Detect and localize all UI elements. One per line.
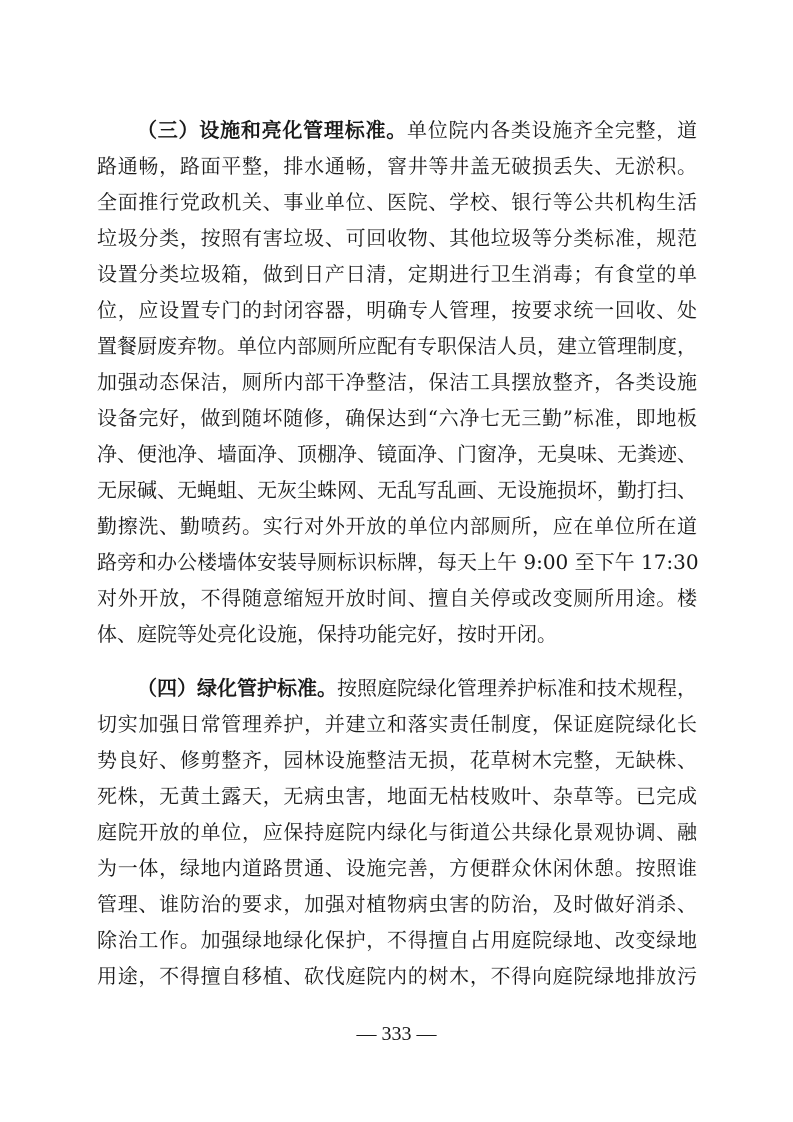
paragraph-line: 无尿碱、无蝇蛆、无灰尘蛛网、无乱写乱画、无设施损坏，勤打扫、 bbox=[97, 478, 697, 502]
paragraph-line: 勤擦洗、勤喷药。实行对外开放的单位内部厕所，应在单位所在道 bbox=[97, 514, 697, 538]
paragraph-line bbox=[137, 670, 697, 706]
paragraph-line: 设备完好，做到随坏随修，确保达到“六净七无三勤”标准，即地板 bbox=[97, 406, 697, 430]
paragraph-line: 势良好、修剪整齐，园林设施整洁无损，花草树木完整，无缺株、 bbox=[97, 748, 697, 772]
section-heading: （四）绿化管护标准。 bbox=[137, 676, 337, 700]
paragraph-line: 加强动态保洁，厕所内部干净整洁，保洁工具摆放整齐，各类设施 bbox=[97, 370, 697, 394]
paragraph-line: 对外开放，不得随意缩短开放时间、擅自关停或改变厕所用途。楼 bbox=[97, 586, 697, 610]
paragraph-line: 位，应设置专门的封闭容器，明确专人管理，按要求统一回收、处 bbox=[97, 298, 697, 322]
paragraph-line bbox=[137, 112, 697, 148]
paragraph-line: 置餐厨废弃物。单位内部厕所应配有专职保洁人员，建立管理制度， bbox=[97, 334, 697, 358]
paragraph-line: 路旁和办公楼墙体安装导厕标识标牌，每天上午 9:00 至下午 17:30 bbox=[97, 550, 699, 574]
paragraph-line: 垃圾分类，按照有害垃圾、可回收物、其他垃圾等分类标准，规范 bbox=[97, 226, 697, 250]
paragraph-line: 净、便池净、墙面净、顶棚净、镜面净、门窗净，无臭味、无粪迹、 bbox=[97, 442, 697, 466]
paragraph-line: 全面推行党政机关、事业单位、医院、学校、银行等公共机构生活 bbox=[97, 190, 697, 214]
paragraph-line: 用途，不得擅自移植、砍伐庭院内的树木，不得向庭院绿地排放污 bbox=[97, 964, 697, 988]
paragraph-line: 除治工作。加强绿地绿化保护，不得擅自占用庭院绿地、改变绿地 bbox=[97, 928, 697, 952]
paragraph-line: 为一体，绿地内道路贯通、设施完善，方便群众休闲休憩。按照谁 bbox=[97, 856, 697, 880]
paragraph-text: 单位院内各类设施齐全完整，道 bbox=[407, 118, 697, 142]
paragraph-line: 路通畅，路面平整，排水通畅，窨井等井盖无破损丢失、无淤积。 bbox=[97, 154, 697, 178]
paragraph-text: 按照庭院绿化管理养护标准和技术规程， bbox=[337, 676, 697, 700]
paragraph-line: 切实加强日常管理养护，并建立和落实责任制度，保证庭院绿化长 bbox=[97, 712, 697, 736]
paragraph-line: 体、庭院等处亮化设施，保持功能完好，按时开闭。 bbox=[97, 622, 557, 646]
section-heading: （三）设施和亮化管理标准。 bbox=[137, 118, 407, 142]
page-number: — 333 — bbox=[356, 1023, 437, 1045]
paragraph-line: 管理、谁防治的要求，加强对植物病虫害的防治，及时做好消杀、 bbox=[97, 892, 697, 916]
paragraph-line: 设置分类垃圾箱，做到日产日清，定期进行卫生消毒；有食堂的单 bbox=[97, 262, 697, 286]
paragraph-line: 庭院开放的单位，应保持庭院内绿化与街道公共绿化景观协调、融 bbox=[97, 820, 697, 844]
paragraph-line: 死株，无黄土露天，无病虫害，地面无枯枝败叶、杂草等。已完成 bbox=[97, 784, 697, 808]
